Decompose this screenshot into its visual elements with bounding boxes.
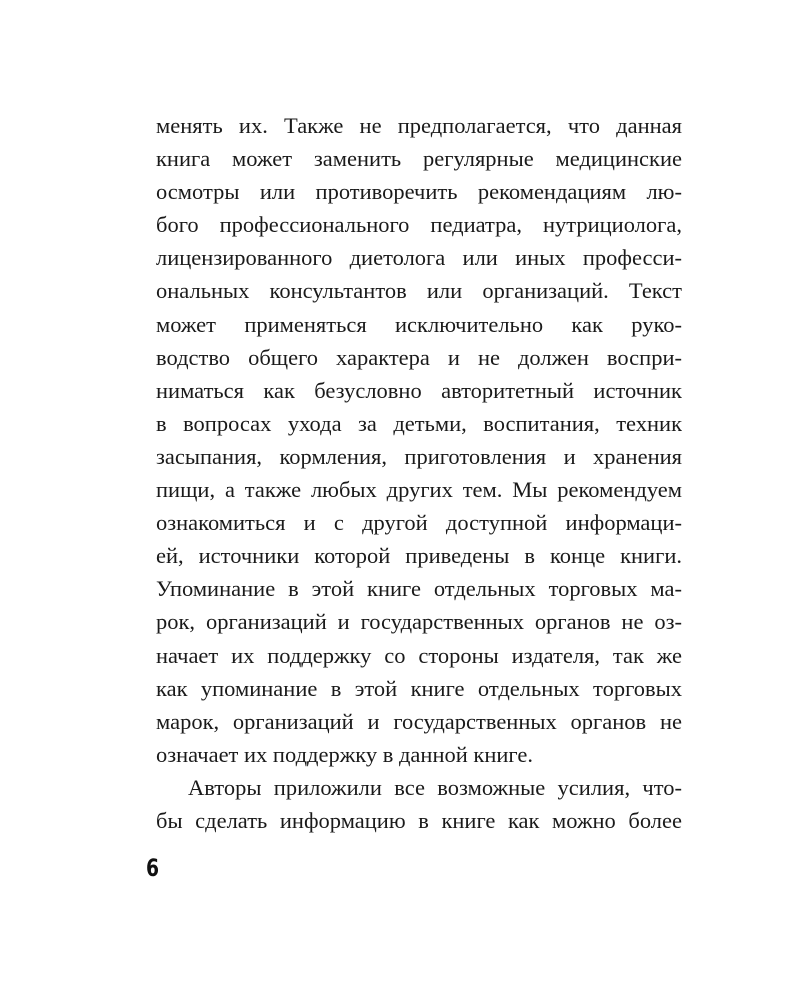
text-line: Упоминание в этой книге отдельных торговых ма- — [156, 576, 682, 602]
text-line: ознакомиться и с другой доступной информаци- — [156, 510, 682, 536]
text-line: может применяться исключительно как руко- — [156, 311, 682, 337]
text-line: марок, организаций и государственных органов не — [156, 708, 682, 734]
text-line-indented: Авторы приложили все возможные усилия, что- — [188, 774, 682, 800]
text-line: осмотры или противоречить рекомендациям лю- — [156, 179, 682, 205]
text-line: начает их поддержку со стороны издателя, так же — [156, 642, 682, 668]
text-line: пищи, а также любых других тем. Мы рекомендуем — [156, 477, 682, 503]
text-line: ей, источники которой приведены в конце книги. — [156, 543, 682, 569]
text-line: менять их. Также не предполагается, что данная — [156, 113, 682, 138]
page-number: 6 — [146, 854, 160, 882]
body-text — [156, 109, 682, 837]
text-line: лицензированного диетолога или иных професси- — [156, 245, 682, 271]
text-line: книга может заменить регулярные медицинские — [156, 146, 682, 172]
text-line: водство общего характера и не должен воспри- — [156, 344, 682, 370]
text-line: засыпания, кормления, приготовления и хранения — [156, 443, 682, 469]
text-line: бого профессионального педиатра, нутрициолога, — [156, 212, 682, 238]
text-line: рок, организаций и государственных органов не оз- — [156, 609, 682, 635]
text-line: в вопросах ухода за детьми, воспитания, техник — [156, 410, 682, 436]
text-line: ниматься как безусловно авторитетный источник — [156, 377, 682, 403]
text-line: ональных консультантов или организаций. Текст — [156, 278, 682, 304]
text-line: как упоминание в этой книге отдельных торговых — [156, 675, 682, 701]
text-line: означает их поддержку в данной книге. — [156, 741, 533, 767]
text-line: бы сделать информацию в книге как можно более — [156, 807, 682, 833]
